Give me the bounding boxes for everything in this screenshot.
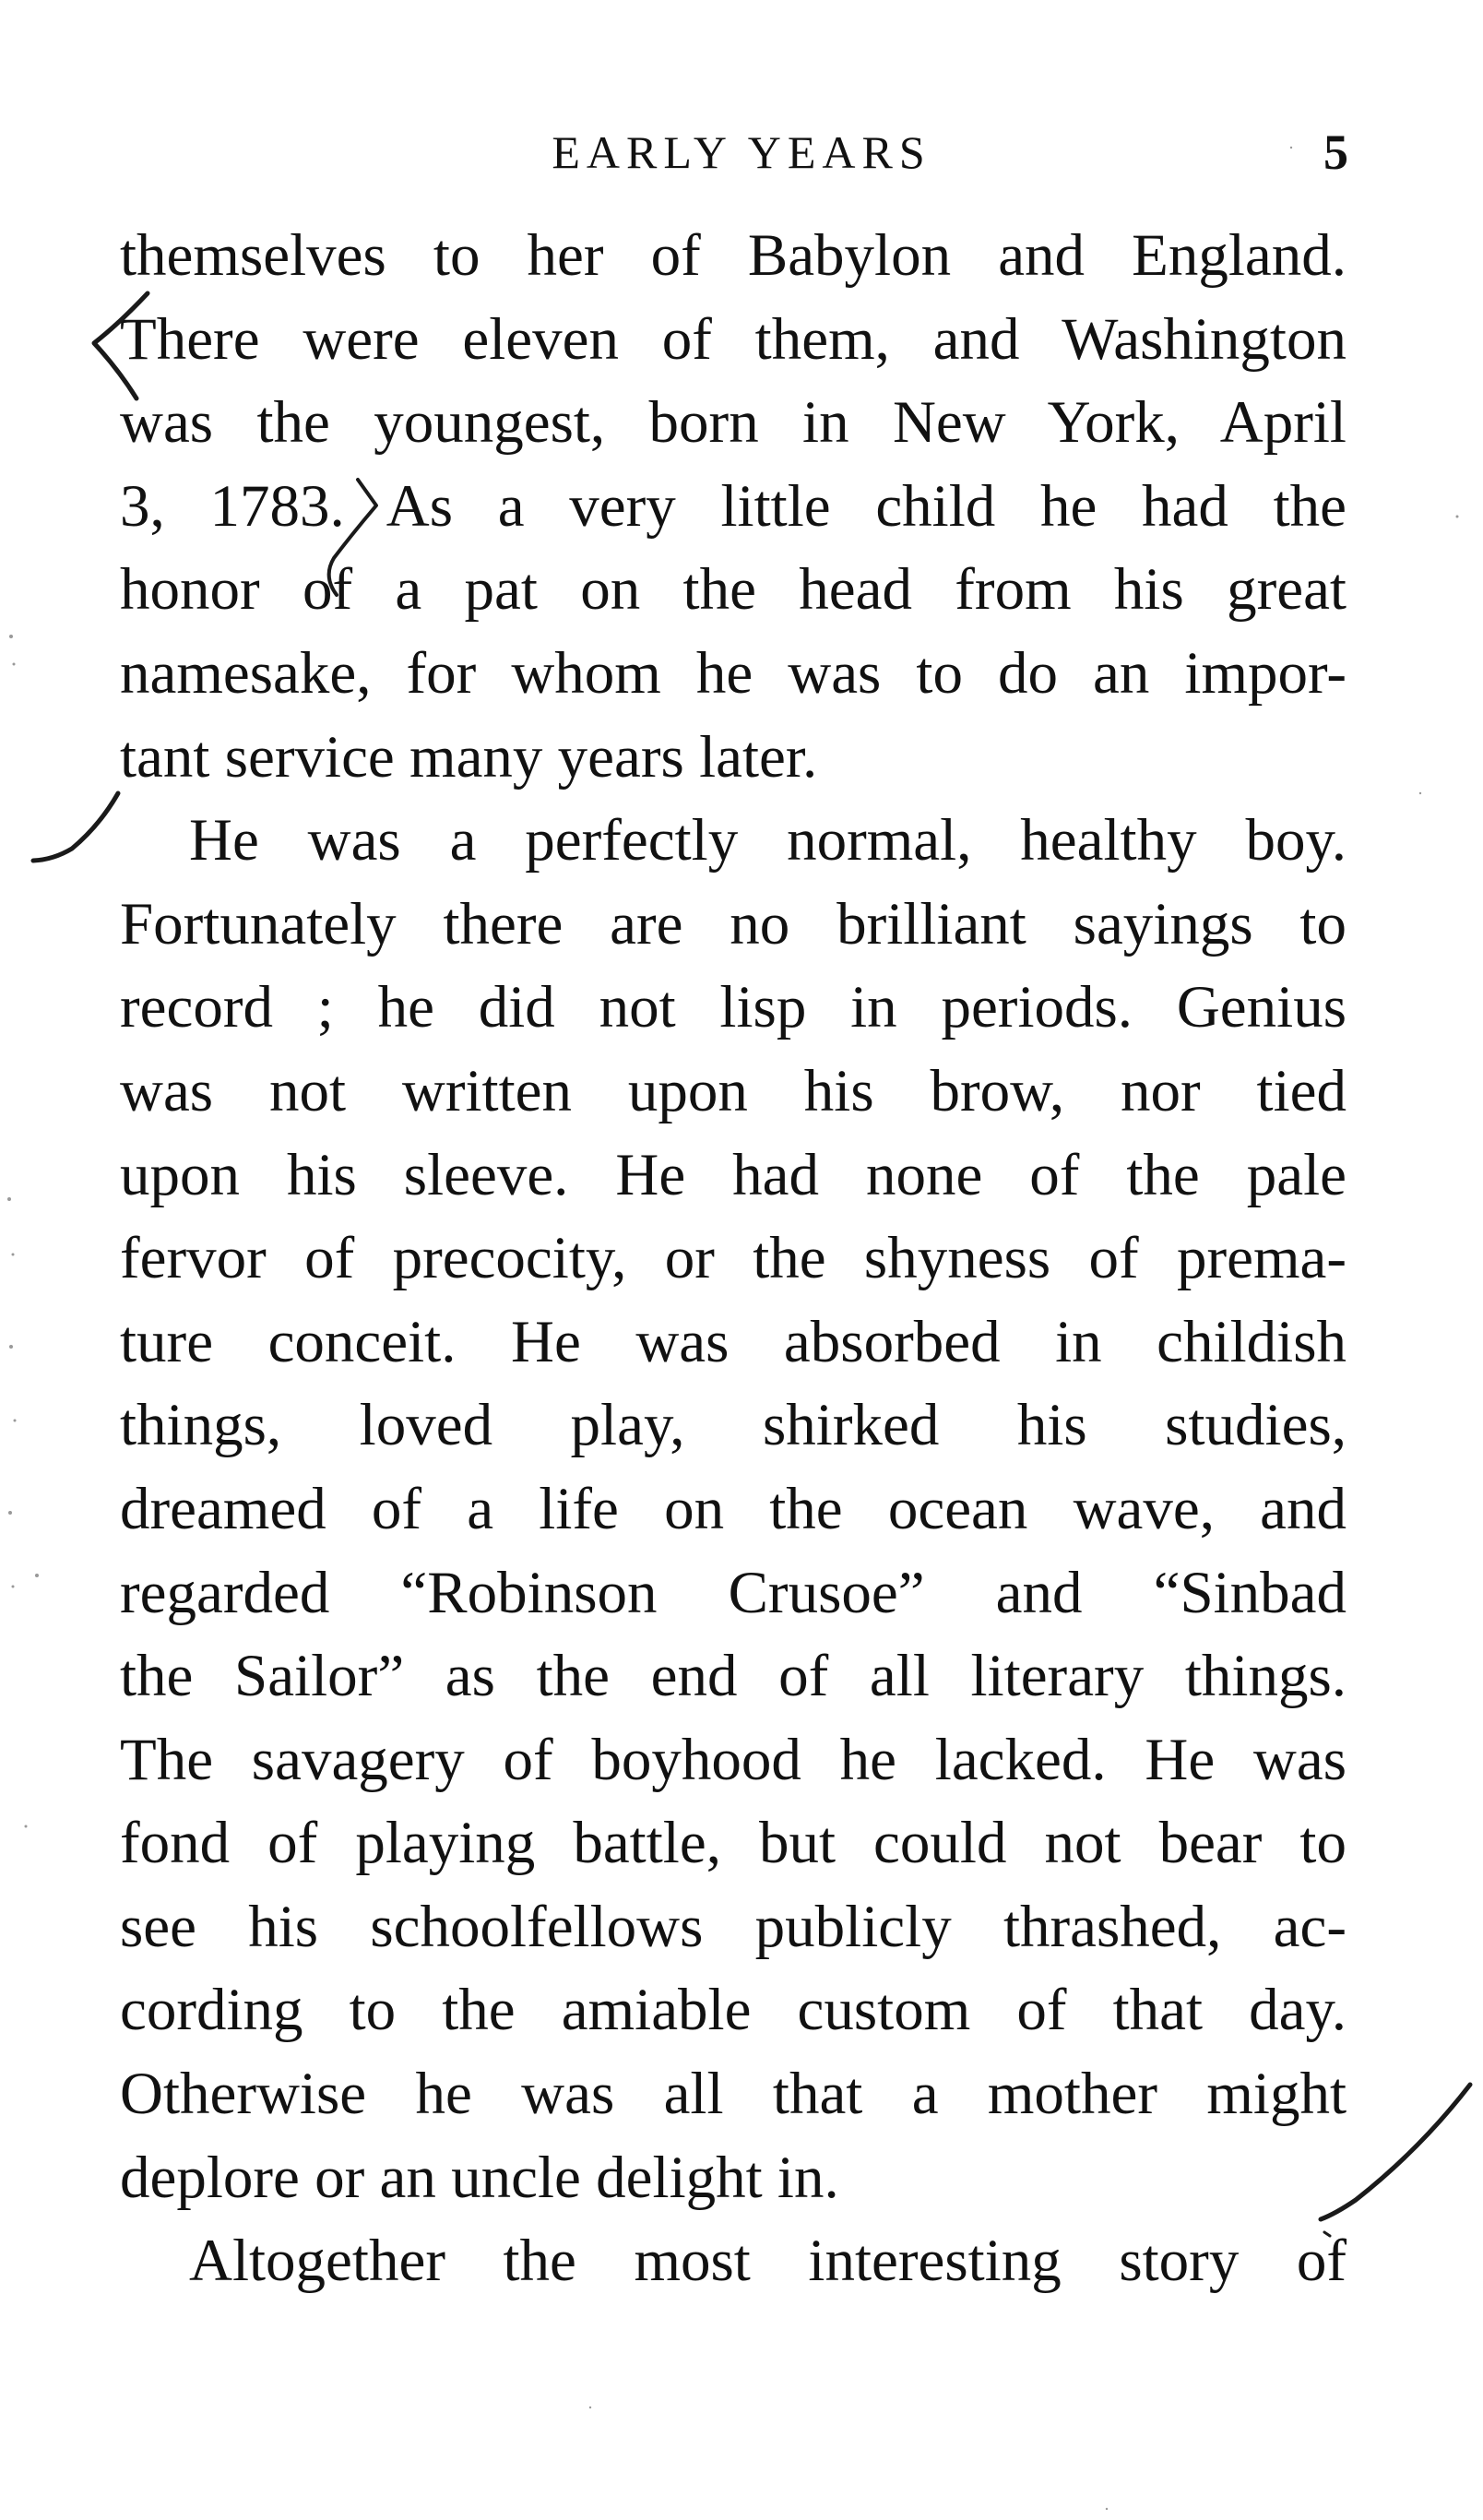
paragraph-start-line: He was a perfectly normal, healthy boy. [189, 807, 1347, 874]
text-line: namesake, for whom he was to do an impor- [120, 639, 1347, 707]
margin-stroke-mark [33, 793, 118, 861]
text-line: fond of playing battle, but could not bear to [120, 1810, 1347, 1877]
body-text [120, 214, 1347, 2303]
text-line: Otherwise he was all that a mother might [120, 2061, 1347, 2128]
text-line: upon his sleeve. He had none of the pale [120, 1141, 1347, 1208]
text-line: the Sailor” as the end of all literary things. [120, 1643, 1347, 1710]
text-line: record ; he did not lisp in periods. Genius [120, 974, 1347, 1041]
running-head [0, 120, 1483, 184]
text-line: dreamed of a life on the ocean wave, and [120, 1475, 1347, 1542]
text-line: was the youngest, born in New York, April [120, 389, 1347, 457]
text-line: cording to the amiable custom of that day. [120, 1977, 1347, 2044]
text-line: fervor of precocity, or the shyness of prema- [120, 1225, 1347, 1292]
running-title: EARLY YEARS [552, 126, 931, 178]
text-line: themselves to her of Babylon and England. [120, 222, 1347, 289]
paragraph-start-line: Altogether the most interesting story of [189, 2228, 1347, 2295]
text-line: see his schoolfellows publicly thrashed, ac- [120, 1893, 1347, 1960]
text-line: deplore or an uncle delight in. [120, 2144, 839, 2211]
text-line: honor of a pat on the head from his great [120, 556, 1347, 624]
text-line: Fortunately there are no brilliant sayings to [120, 890, 1347, 957]
text-line: things, loved play, shirked his studies, [120, 1392, 1347, 1459]
text-line: was not written upon his brow, nor tied [120, 1057, 1347, 1124]
text-line: tant service many years later. [120, 723, 818, 790]
text-line: There were eleven of them, and Washington [120, 305, 1347, 373]
text-line: 3, 1783. As a very little child he had the [120, 472, 1347, 540]
text-line: The savagery of boyhood he lacked. He was [120, 1726, 1347, 1793]
text-line: ture conceit. He was absorbed in childish [120, 1308, 1347, 1375]
page-number: 5 [1323, 125, 1348, 180]
text-line: regarded “Robinson Crusoe” and “Sinbad [120, 1559, 1347, 1626]
